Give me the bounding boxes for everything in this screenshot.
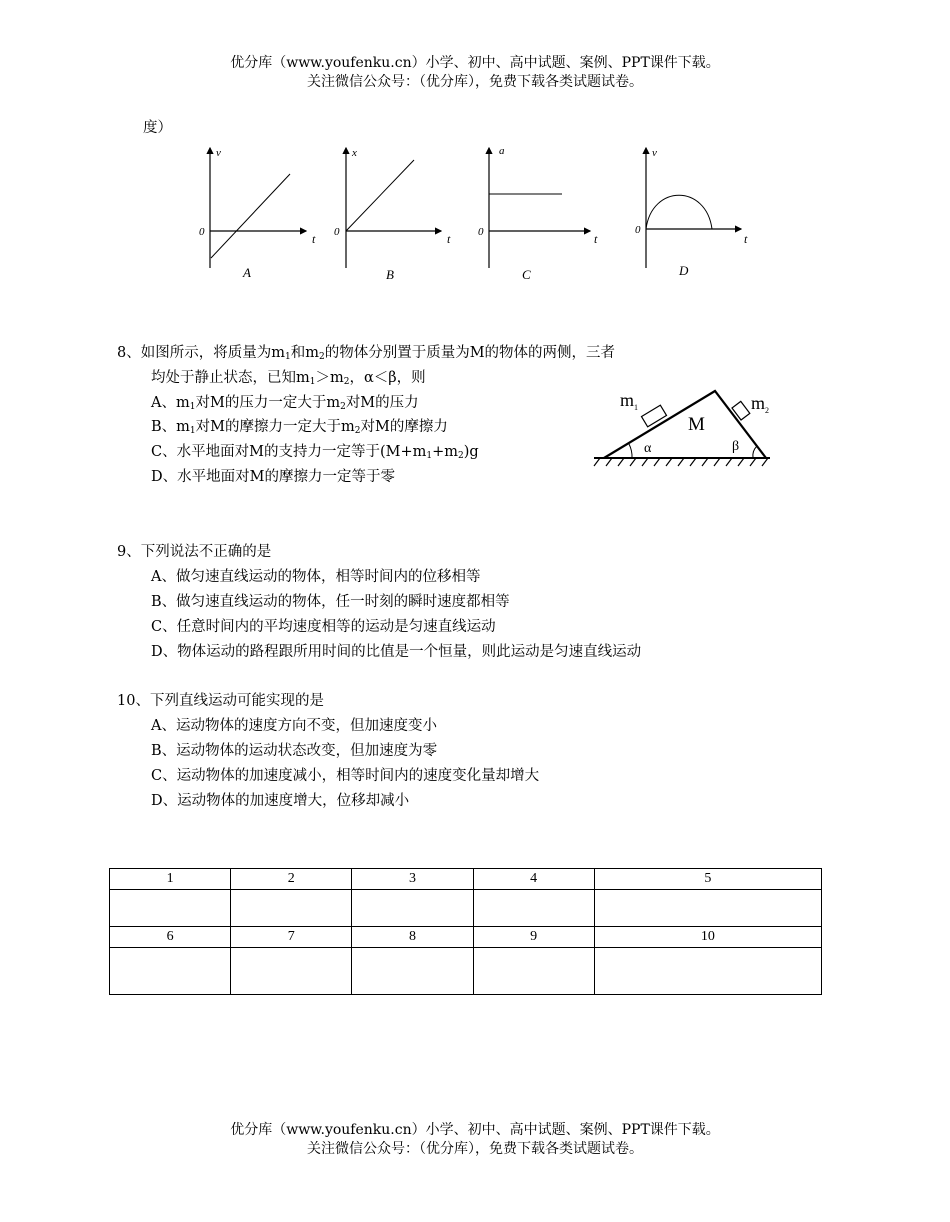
q10-stem: 10、下列直线运动可能实现的是 (117, 693, 324, 709)
footer-line-1: 优分库（www.youfenku.cn）小学、初中、高中试题、案例、PPT课件下载。 (230, 1122, 720, 1138)
graph-b-ylabel: x (352, 147, 357, 159)
label-beta: β (732, 439, 740, 454)
graph-c-origin: 0 (478, 226, 484, 238)
q9-stem: 9、下列说法不正确的是 (117, 544, 272, 560)
q10-option-c: C、运动物体的加速度减小，相等时间内的速度变化量却增大 (151, 768, 540, 784)
header-line-2: 关注微信公众号：（优分库），免费下载各类试题试卷。 (307, 74, 643, 90)
answer-number-cell: 7 (231, 927, 352, 948)
graph-d-origin: 0 (635, 224, 641, 236)
q9-option-a: A、做匀速直线运动的物体，相等时间内的位移相等 (151, 569, 481, 585)
answer-blank-cell[interactable] (231, 890, 352, 927)
answer-blank-cell[interactable] (352, 890, 473, 927)
answer-number-cell: 6 (110, 927, 231, 948)
label-m1: $m_1$ (620, 390, 639, 412)
graph-b-line (346, 160, 414, 231)
graph-a (199, 147, 316, 280)
label-m2: $m_2$ (751, 393, 770, 415)
graph-a-xlabel: t (312, 232, 316, 246)
answer-number-cell: 9 (473, 927, 594, 948)
alpha-arc (629, 444, 632, 458)
label-M: M (688, 414, 705, 435)
graph-c-ylabel: a (499, 145, 505, 157)
page-footer (0, 1121, 950, 1159)
answer-number-row (110, 927, 822, 948)
beta-arc (753, 446, 757, 458)
graph-c-letter: C (522, 267, 531, 282)
q10-option-a: A、运动物体的速度方向不变，但加速度变小 (151, 718, 437, 734)
answer-blank-cell[interactable] (594, 948, 821, 995)
answer-number-cell: 3 (352, 869, 473, 890)
answer-blank-cell[interactable] (231, 948, 352, 995)
q8-option-d: D、水平地面对M的摩擦力一定等于零 (151, 469, 395, 485)
ground-hatching (594, 458, 768, 466)
graph-b (334, 147, 451, 282)
graph-b-origin: 0 (334, 226, 340, 238)
graph-a-line (211, 174, 290, 258)
answer-blank-row (110, 890, 822, 927)
answer-table (109, 868, 822, 995)
answer-blank-cell[interactable] (110, 948, 231, 995)
q8-option-a: A、$m_1$对M的压力一定大于$m_2$对M的压力 (151, 395, 419, 412)
answer-blank-cell[interactable] (594, 890, 821, 927)
answer-number-cell: 4 (473, 869, 594, 890)
answer-blank-cell[interactable] (110, 890, 231, 927)
graph-d (635, 147, 748, 278)
graph-d-ylabel: v (652, 147, 657, 159)
q10-option-d: D、运动物体的加速度增大，位移却减小 (151, 793, 410, 809)
graph-d-xlabel: t (744, 232, 748, 246)
answer-number-cell: 5 (594, 869, 821, 890)
graph-d-letter: D (679, 263, 689, 278)
answer-number-cell: 8 (352, 927, 473, 948)
graph-a-ylabel: v (216, 147, 221, 159)
answer-number-cell: 2 (231, 869, 352, 890)
q9-option-c: C、任意时间内的平均速度相等的运动是匀速直线运动 (151, 619, 496, 635)
q9-option-b: B、做匀速直线运动的物体，任一时刻的瞬时速度都相等 (151, 594, 510, 610)
label-alpha: α (644, 441, 652, 456)
answer-blank-cell[interactable] (352, 948, 473, 995)
q8-option-b: B、$m_1$对M的摩擦力一定大于$m_2$对M的摩擦力 (151, 419, 448, 436)
motion-graphs (0, 0, 950, 300)
answer-number-cell: 1 (110, 869, 231, 890)
header-line-1: 优分库（www.youfenku.cn）小学、初中、高中试题、案例、PPT课件下载。 (230, 55, 720, 71)
q7-tail: 度） (143, 120, 172, 136)
q10-option-b: B、运动物体的运动状态改变，但加速度为零 (151, 743, 438, 759)
answer-blank-row (110, 948, 822, 995)
graph-c (478, 145, 598, 282)
footer-line-2: 关注微信公众号：（优分库），免费下载各类试题试卷。 (307, 1141, 643, 1157)
answer-number-row (110, 869, 822, 890)
answer-blank-cell[interactable] (473, 948, 594, 995)
graph-b-xlabel: t (447, 232, 451, 246)
q8-wedge-figure (588, 382, 798, 482)
q8-stem-line2: 均处于静止状态，已知$m_1>m_2$，α＜β，则 (151, 370, 426, 387)
graph-d-curve (646, 195, 712, 229)
q8-option-c: C、水平地面对M的支持力一定等于$(M+m_1+m_2)g$ (151, 444, 479, 461)
q8-stem-line1: 8、如图所示，将质量为$m_1$和$m_2$的物体分别置于质量为M的物体的两侧，三者 (117, 345, 616, 362)
graph-b-letter: B (386, 267, 394, 282)
answer-number-cell: 10 (594, 927, 821, 948)
graph-a-letter: A (243, 265, 251, 280)
graph-a-origin: 0 (199, 226, 205, 238)
answer-blank-cell[interactable] (473, 890, 594, 927)
graph-c-xlabel: t (594, 232, 598, 246)
q9-option-d: D、物体运动的路程跟所用时间的比值是一个恒量，则此运动是匀速直线运动 (151, 644, 642, 660)
